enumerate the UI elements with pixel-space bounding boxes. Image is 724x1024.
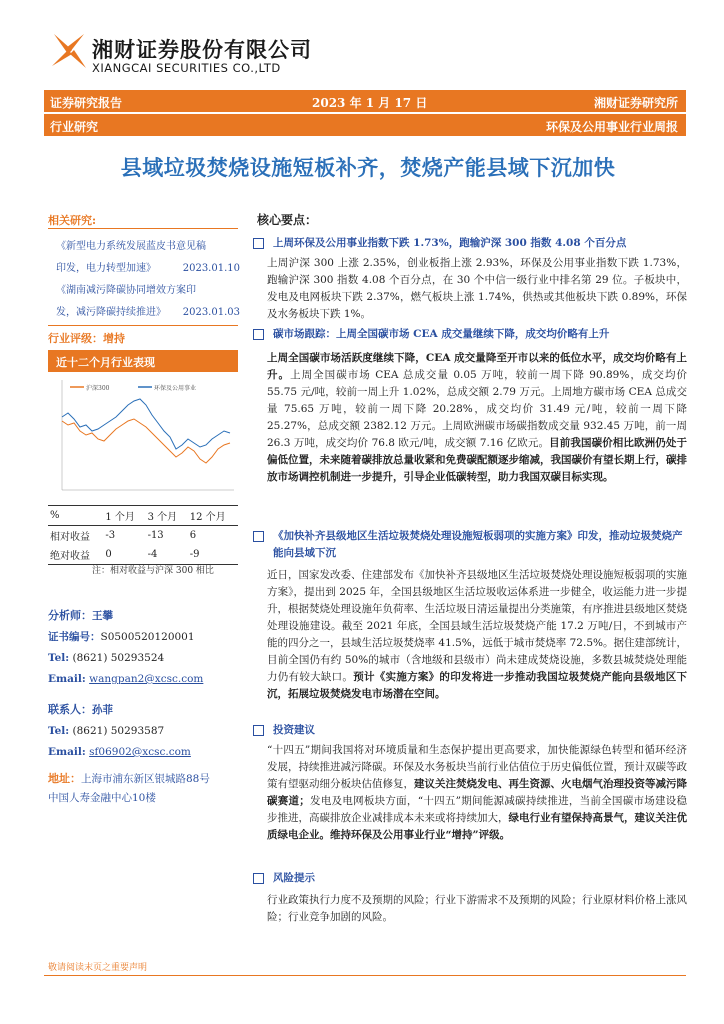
section-heading-index: 上周环保及公用事业指数下跌 1.73%，跑输沪深 300 指数 4.08 个百分点 (253, 235, 687, 252)
contact-tel: (8621) 50293587 (72, 725, 165, 737)
policy-details: 近日，国家发改委、住建部发布《加快补齐县级地区生活垃圾焚烧处理设施短板弱项的实施方案》，提出到 2025 年，全国县级地区生活垃圾收运体系进一步健全，收运能力进一步提升，根据焚烧处理设施年负荷率、生活垃圾日清运量提出分类施策，有序推进县级地区焚烧处理设施建设。截至 2021 年底，全国县域生活垃圾焚烧产能 17.2 万吨/日，不到城市产能的四分之一，县域生活垃圾焚烧率 41.5%，远低于城市焚烧率 72.5%。据住建部统计，目前全国仍有约 50%的城市（含地级和县级市）尚未建成焚烧设施，多数县城焚烧处理能力仍有较大缺口。 (267, 569, 687, 683)
contact-name: 孙菲 (92, 704, 113, 716)
page-title: 县域垃圾焚烧设施短板补齐，焚烧产能县域下沉加快 (120, 156, 616, 180)
carbon-summary: 上周全国碳市场活跃度继续下降，CEA 成交量降至开市以来的低位水平，成交均价略有上升。 (267, 352, 687, 381)
contact-email-link[interactable]: sf06902@xcsc.com (89, 746, 191, 758)
rating-value: 增持 (103, 332, 125, 345)
related-item-title[interactable]: 《湖南减污降碳协同增效方案印 (56, 285, 196, 296)
table-header-cell: 1 个月 (103, 506, 145, 526)
section-body-policy (267, 567, 687, 703)
tel-label: Tel: (48, 725, 70, 737)
tel-label: Tel: (48, 652, 70, 664)
cert-label: 证书编号： (48, 631, 101, 643)
divider (48, 325, 238, 326)
investment-advice: 建议关注焚烧发电、再生资源、火电烟气治理投资等减污降碳赛道； (267, 778, 687, 807)
address-line: 中国人寿金融中心10楼 (48, 792, 156, 804)
report-date: 2023 年 1 月 17 日 (312, 96, 428, 110)
table-cell: 0 (103, 545, 145, 565)
legend-label-hs300: 沪深300 (86, 385, 110, 392)
investment-text: 发电及电网板块方面，“十四五”期间能源减碳持续推进，当前全国碳市场建设稳步推进，高碳排放企业减排成本未来或将持续加大， (267, 795, 688, 824)
analyst-info (48, 605, 248, 690)
contact-label: 联系人： (48, 703, 92, 716)
key-points-title: 核心要点： (257, 213, 318, 227)
related-item-date: 2023.01.10 (182, 263, 240, 274)
company-name-en: XIANGCAI SECURITIES CO.,LTD (92, 61, 281, 75)
table-header-cell: % (48, 506, 103, 526)
analyst-name: 王攀 (92, 610, 113, 622)
related-research-title: 相关研究: (48, 214, 97, 227)
analyst-email-link[interactable]: wangpan2@xcsc.com (89, 673, 204, 685)
address (48, 769, 248, 808)
related-item-title[interactable]: 印发，电力转型加速》 (56, 263, 156, 274)
carbon-details: 上周全国碳市场 CEA 总成交量 0.05 万吨，较前一周下降 90.89%，成交均价 55.75 元/吨，较前一周上升 1.02%，总成交额 2.79 万元。上周地方碳市场 CEA 总成交量 75.65 万吨，较前一周下降 20.28%，成交均价 31.49 元/吨，较前一周下降 25.27%，总成交额 2382.12 万元。上周欧洲碳市场碳指数成交量 932.45 万吨，前一周 26.3 万吨，成交均价 76.8 欧元/吨，成交额 7.16 亿欧元。 (267, 369, 688, 449)
analyst-label: 分析师： (48, 609, 92, 622)
table-row (48, 545, 238, 565)
policy-outlook: 预计《实施方案》的印发将进一步推动我国垃圾焚烧产能向县级地区下沉，拓展垃圾焚烧发电市场潜在空间。 (267, 671, 688, 700)
header-band-top (44, 90, 686, 112)
analyst-tel: (8621) 50293524 (72, 652, 165, 664)
section-heading-risk: 风险提示 (253, 870, 687, 887)
related-research-list (56, 236, 240, 324)
table-cell: -3 (105, 530, 116, 541)
carbon-outlook: 目前我国碳价相比欧洲仍处于偏低位置，未来随着碳排放总量收紧和免费碳配额逐步缩减，我国碳价有望长期上行，碳排放市场调控机制进一步提升，引导企业低碳转型，助力我国双碳目标实现。 (267, 437, 687, 483)
contact-info (48, 699, 248, 763)
table-note: 注：相对收益与沪深 300 相比 (92, 566, 214, 576)
report-series: 环保及公用事业行业周报 (545, 120, 678, 134)
related-item-date: 2023.01.03 (182, 307, 240, 318)
table-cell: -13 (147, 530, 164, 541)
company-name-cn: 湘财证券股份有限公司 (92, 38, 312, 62)
company-logo-icon (48, 30, 90, 72)
table-row (48, 526, 238, 546)
section-body-carbon (267, 350, 687, 486)
divider (48, 228, 238, 229)
performance-title: 近十二个月行业表现 (48, 350, 238, 372)
performance-table (48, 505, 238, 565)
related-item-title[interactable]: 发，减污降碳持续推进》 (56, 307, 166, 318)
table-header-cell: 12 个月 (188, 506, 238, 526)
email-label: Email: (48, 746, 86, 758)
section-heading-investment: 投资建议 (253, 722, 687, 739)
investment-text: “十四五”期间我国将对环境质量和生态保护提出更高要求，加快能源绿色转型和循环经济发展，持续推进减污降碳。环保及水务板块当前行业估值位于历史偏低位置，预计双碳等政策有望驱动细分板块估值修复， (267, 744, 687, 790)
email-label: Email: (48, 673, 86, 685)
section-body-investment (267, 742, 687, 844)
institute-name: 湘财证券研究所 (593, 96, 678, 110)
series-line-sector (62, 399, 230, 449)
header-band-bottom (44, 114, 686, 136)
footer-disclaimer: 敬请阅读末页之重要声明 (48, 963, 148, 973)
legend-label-sector: 环保及公用事业 (154, 385, 197, 392)
report-type: 证券研究报告 (50, 96, 123, 110)
table-cell: 相对收益 (50, 532, 90, 543)
table-cell: -9 (188, 545, 238, 565)
table-cell: 6 (189, 530, 197, 541)
address-label: 地址： (48, 772, 81, 785)
footer-divider (44, 975, 686, 976)
address-line: 上海市浦东新区银城路88号 (81, 773, 210, 785)
performance-chart (48, 375, 238, 500)
cert-number: S0500520120001 (100, 631, 195, 643)
investment-rating: 绿电行业有望保持高景气，建议关注优质绿电企业。维持环保及公用事业行业“增持”评级。 (267, 812, 687, 841)
section-body-risk: 行业政策执行力度不及预期的风险；行业下游需求不及预期的风险；行业原材料价格上涨风险；行业竞争加剧的风险。 (267, 894, 687, 923)
section-heading-carbon: 碳市场跟踪：上周全国碳市场 CEA 成交量继续下降，成交均价略有上升 (253, 326, 687, 343)
table-cell: -4 (146, 545, 188, 565)
table-cell: 绝对收益 (48, 545, 103, 565)
table-header-cell: 3 个月 (146, 506, 188, 526)
section-heading-policy: 《加快补齐县级地区生活垃圾焚烧处理设施短板弱项的实施方案》印发，推动垃圾焚烧产能向县域下沉 (253, 528, 687, 562)
industry-rating (48, 330, 125, 346)
table-header-row (48, 506, 238, 526)
related-item-title[interactable]: 《新型电力系统发展蓝皮书意见稿 (56, 241, 206, 252)
section-body-index: 上周沪深 300 上涨 2.35%，创业板指上涨 2.93%，环保及公用事业指数下跌 1.73%，跑输沪深 300 指数 4.08 个百分点，在 30 个中信一级行业中排名第 29 位。子板块中，发电及电网板块下跌 2.37%，燃气板块上涨 1.74%，供热或其他板块下跌 0.89%，环保及水务板块下跌 1%。 (267, 257, 687, 320)
report-category: 行业研究 (50, 120, 99, 134)
rating-label: 行业评级： (48, 332, 103, 345)
